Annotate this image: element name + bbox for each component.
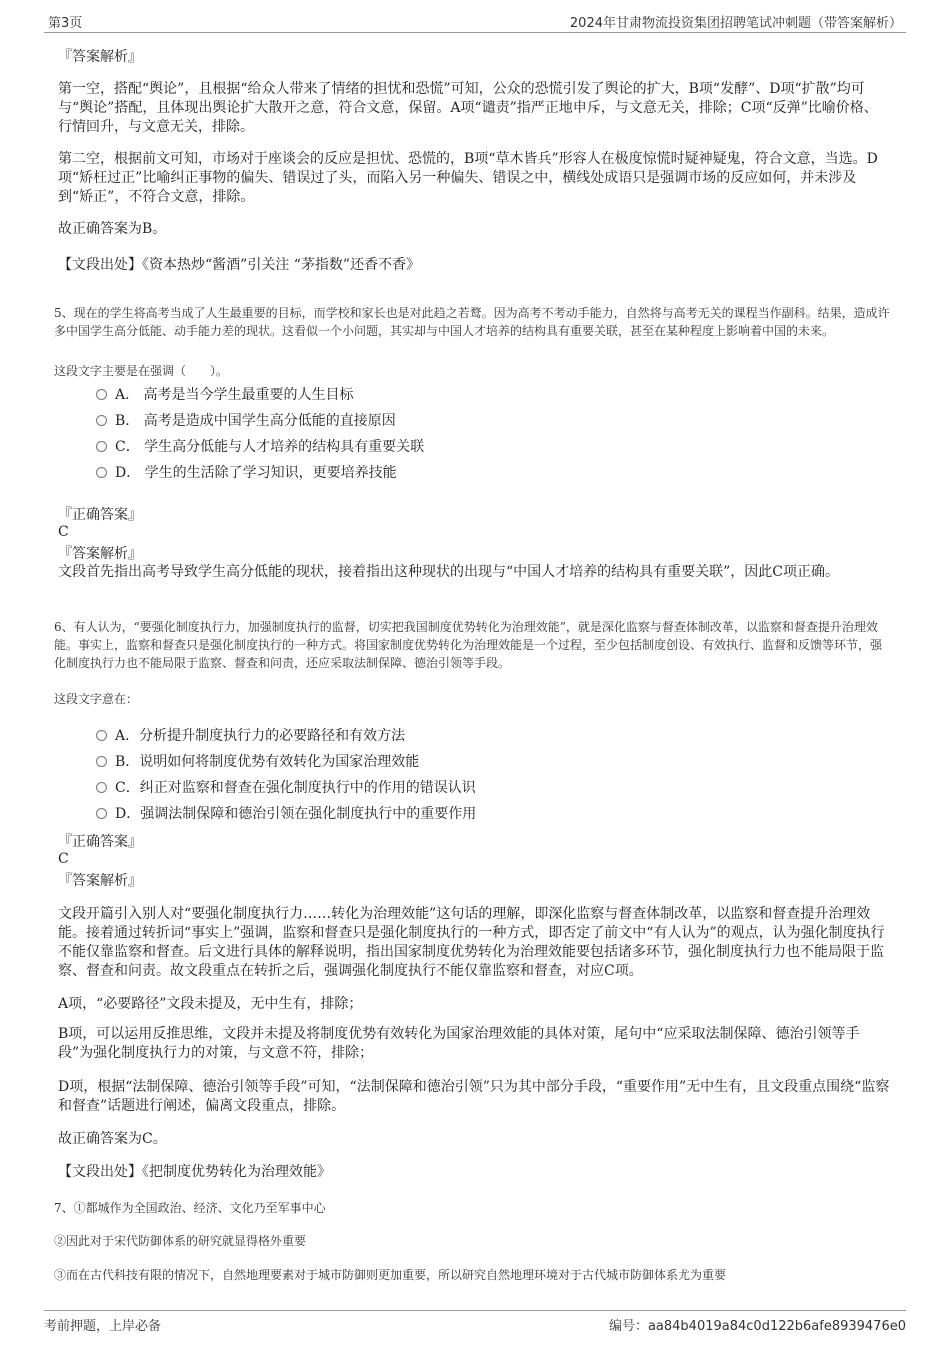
radio-icon[interactable] <box>96 441 107 452</box>
q5-prompt: 这段文字主要是在强调（ ）。 <box>54 364 229 378</box>
q5-analysis-label: 『答案解析』 <box>58 546 142 562</box>
footer-slogan: 考前押题，上岸必备 <box>44 1319 162 1334</box>
radio-icon[interactable] <box>96 808 107 819</box>
q6-option-b[interactable]: B．说明如何将制度优势有效转化为国家治理效能 <box>96 752 419 772</box>
radio-icon[interactable] <box>96 782 107 793</box>
document-id: 编号：aa84b4019a84c0d122b6afe8939476e0 <box>608 1319 906 1334</box>
q5-option-a[interactable]: A． 高考是当今学生最重要的人生目标 <box>96 385 354 405</box>
q6-answer: C <box>58 851 69 867</box>
q6-prompt: 这段文字意在： <box>54 692 139 706</box>
q6-correct-label: 『正确答案』 <box>58 834 142 850</box>
q6-source: 【文段出处】《把制度优势转化为治理效能》 <box>58 1164 331 1180</box>
q5-option-c[interactable]: C． 学生高分低能与人才培养的结构具有重要关联 <box>96 437 424 457</box>
q4-conclusion: 故正确答案为B。 <box>58 221 167 237</box>
document-title: 2024年甘肃物流投资集团招聘笔试冲刺题（带答案解析） <box>569 16 902 31</box>
q7-line1: 7、①都城作为全国政治、经济、文化乃至军事中心 <box>54 1201 326 1215</box>
radio-icon[interactable] <box>96 756 107 767</box>
q7-line2: ②因此对于宋代防御体系的研究就显得格外重要 <box>54 1234 307 1248</box>
radio-icon[interactable] <box>96 389 107 400</box>
radio-icon[interactable] <box>96 730 107 741</box>
q6-analysis-para2: A项，“必要路径”文段未提及，无中生有，排除； <box>58 996 363 1012</box>
q5-stem: 5、现在的学生将高考当成了人生最重要的目标，而学校和家长也是对此趋之若鹜。因为高考不考动手能力，自然将与高考无关的课程当作副科。结果，造成许多中国学生高分低能、动手能力差的现状。这看似一个小问题，其实却与中国人才培养的结构具有重要关联，甚至在某种程度上影响着中国的未来。 <box>54 306 890 338</box>
q5-option-b[interactable]: B． 高考是造成中国学生高分低能的直接原因 <box>96 411 396 431</box>
q6-conclusion: 故正确答案为C。 <box>58 1131 167 1147</box>
q4-analysis-para2: 第二空，根据前文可知，市场对于座谈会的反应是担忧、恐慌的，B项“草木皆兵”形容人在极度惊慌时疑神疑鬼，符合文意，当选。D项“矫枉过正”比喻纠正事物的偏失、错误过了头，而陷入另一种偏失、错误之中，横线处成语只是强调市场的反应如何，并未涉及到“矫正”，不符合文意，排除。 <box>58 151 878 205</box>
q6-analysis-label: 『答案解析』 <box>58 873 142 889</box>
page-number: 第3页 <box>48 16 83 31</box>
q4-source: 【文段出处】《资本热炒“酱酒”引关注 “茅指数”还香不香》 <box>58 257 421 273</box>
q5-analysis: 文段首先指出高考导致学生高分低能的现状，接着指出这种现状的出现与“中国人才培养的结构具有重要关联”，因此C项正确。 <box>58 564 840 580</box>
q6-analysis-para3: B项，可以运用反推思维，文段并未提及将制度优势有效转化为国家治理效能的具体对策，尾句中“应采取法制保障、德治引领等手段”为强化制度执行力的对策，与文意不符，排除； <box>58 1026 860 1061</box>
radio-icon[interactable] <box>96 415 107 426</box>
q4-analysis-para1: 第一空，搭配“舆论”，且根据“给众人带来了情绪的担忧和恐慌”可知，公众的恐慌引发了舆论的扩大，B项“发酵”、D项“扩散”均可与“舆论”搭配，且体现出舆论扩大散开之意，符合文意，保留。A项“谴责”指严正地申斥，与文意无关，排除；C项“反弹”比喻价格、行情回升，与文意无关，排除。 <box>58 81 878 135</box>
q6-analysis-para1: 文段开篇引入别人对“要强化制度执行力……转化为治理效能”这句话的理解，即深化监察与督查体制改革，以监察和督查提升治理效能。接着通过转折词“事实上”强调，监察和督查只是强化制度执行的一种方式，即否定了前文中“有人认为”的观点，认为强化制度执行不能仅靠监察和督查。后文进行具体的解释说明，指出国家制度优势转化为治理效能要包括诸多环节，强化制度执行力也不能局限于监察、督查和问责。故文段重点在转折之后，强调强化制度执行不能仅靠监察和督查，对应C项。 <box>58 906 885 979</box>
radio-icon[interactable] <box>96 467 107 478</box>
q6-option-d[interactable]: D．强调法制保障和德治引领在强化制度执行中的重要作用 <box>96 804 476 824</box>
q5-correct-label: 『正确答案』 <box>58 507 142 523</box>
q5-option-d[interactable]: D． 学生的生活除了学习知识，更要培养技能 <box>96 463 397 483</box>
q7-line3: ③而在古代科技有限的情况下，自然地理要素对于城市防御则更加重要，所以研究自然地理环境对于古代城市防御体系尤为重要 <box>54 1268 727 1282</box>
q4-analysis-label: 『答案解析』 <box>58 49 142 65</box>
q5-answer: C <box>58 524 69 540</box>
page-header <box>44 10 906 33</box>
page-footer <box>44 1310 906 1333</box>
q6-analysis-para4: D项，根据“法制保障、德治引领等手段”可知，“法制保障和德治引领”只为其中部分手段，“重要作用”无中生有，且文段重点围绕“监察和督查”话题进行阐述，偏离文段重点，排除。 <box>58 1079 890 1114</box>
q6-option-c[interactable]: C．纠正对监察和督查在强化制度执行中的作用的错误认识 <box>96 778 476 798</box>
q6-option-a[interactable]: A．分析提升制度执行力的必要路径和有效方法 <box>96 726 405 746</box>
q6-stem: 6、有人认为，“要强化制度执行力，加强制度执行的监督，切实把我国制度优势转化为治理效能”，就是深化监察与督查体制改革，以监察和督查提升治理效能。事实上，监察和督查只是强化制度执行的一种方式。将国家制度优势转化为治理效能是一个过程，至少包括制度创设、有效执行、监督和反馈等环节，强化制度执行力也不能局限于监察、督查和问责，还应采取法制保障、德治引领等手段。 <box>54 620 883 670</box>
